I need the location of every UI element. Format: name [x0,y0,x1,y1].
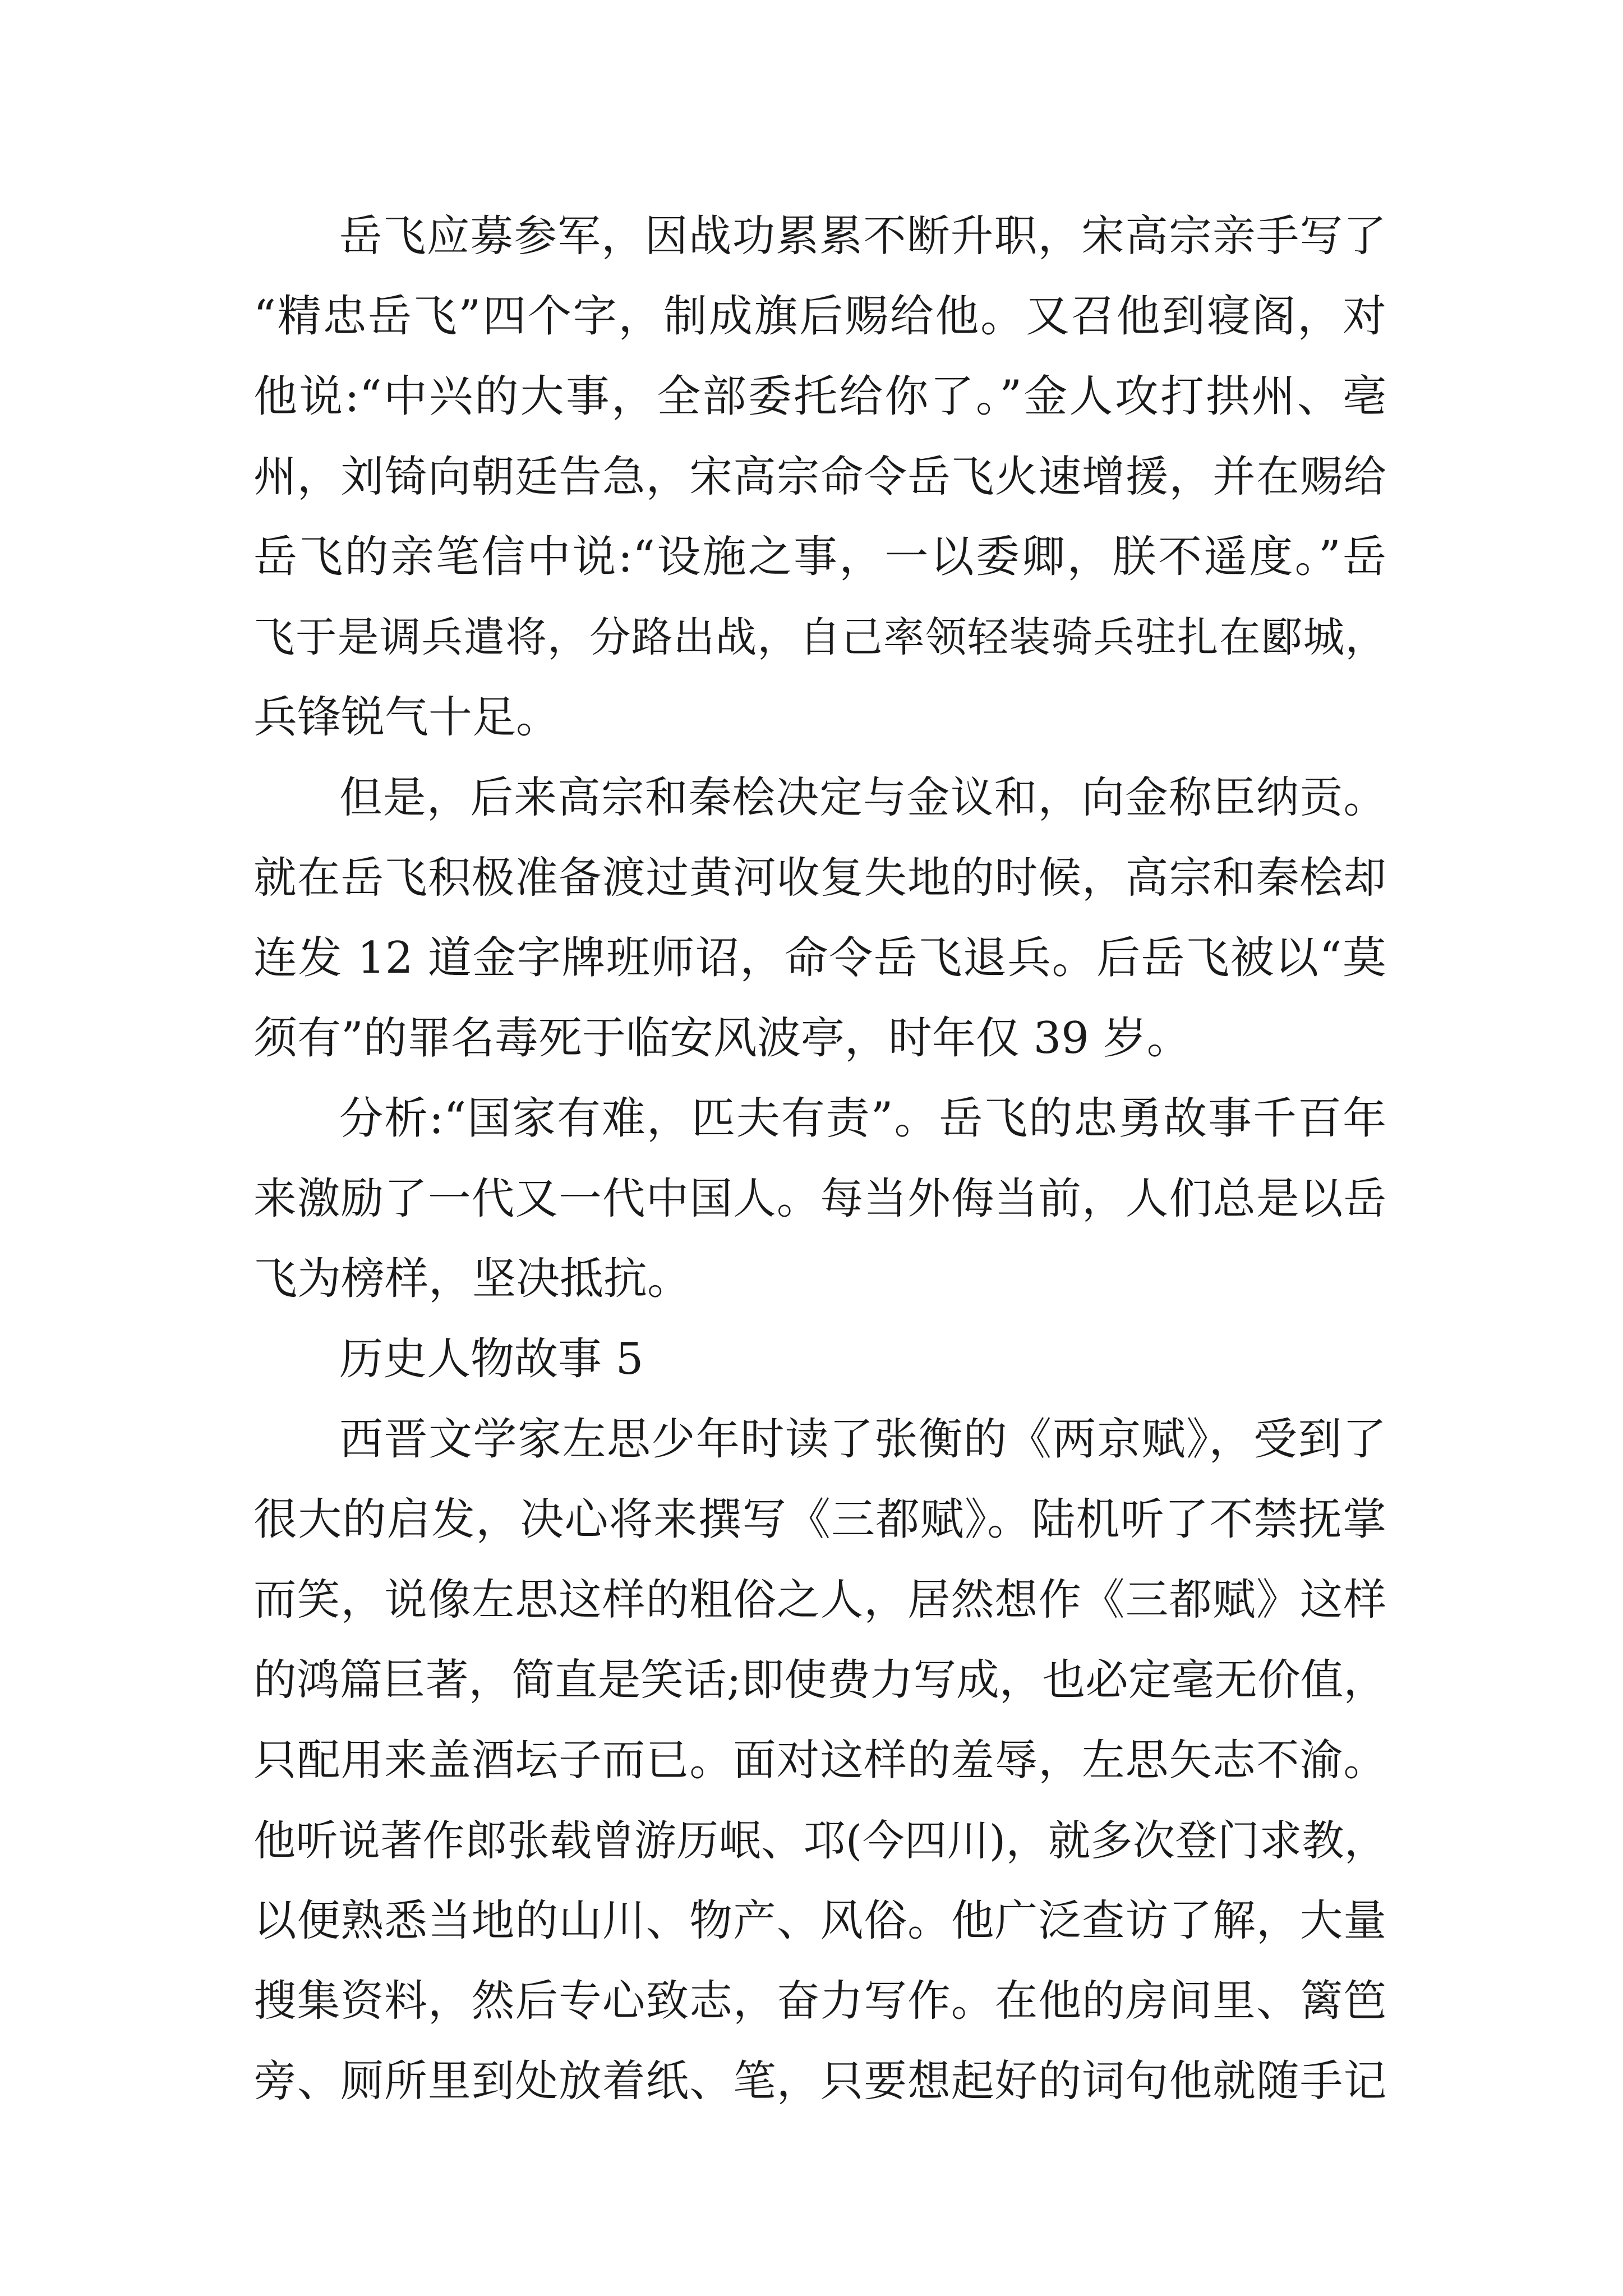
body-line: 岳飞应募参军，因战功累累不断升职，宋高宗亲手写了 [339,211,1386,261]
body-line: 就在岳飞积极准备渡过黄河收复失地的时候，高宗和秦桧却 [253,853,1386,903]
document-body [253,196,1386,2122]
section-heading [253,1319,1386,1400]
body-line: 岳飞的亲笔信中说:“设施之事，一以委卿，朕不遥度。”岳 [253,532,1386,582]
body-line: 州，刘锜向朝廷告急，宋高宗命令岳飞火速增援，并在赐给 [253,452,1386,502]
body-line: 搜集资料，然后专心致志，奋力写作。在他的房间里、篱笆 [253,1976,1386,2026]
paragraph-analysis [253,1079,1386,1319]
story-heading: 历史人物故事 5 [339,1334,644,1384]
body-line: 他说:“中兴的大事，全部委托给你了。”金人攻打拱州、亳 [253,371,1386,422]
paragraph-yue-fei-appointment [253,196,1386,758]
body-line: 来激励了一代又一代中国人。每当外侮当前，人们总是以岳 [253,1174,1386,1224]
body-line: 飞为榜样，坚决抵抗。 [253,1254,691,1304]
body-line: 旁、厕所里到处放着纸、笔，只要想起好的词句他就随手记 [253,2056,1386,2106]
body-line: 的鸿篇巨著，简直是笑话;即使费力写成，也必定毫无价值， [253,1655,1386,1705]
body-line: 分析:“国家有难，匹夫有责”。岳飞的忠勇故事千百年 [339,1093,1386,1144]
body-line: 以便熟悉当地的山川、物产、风俗。他广泛查访了解，大量 [253,1896,1386,1946]
body-line: 西晋文学家左思少年时读了张衡的《两京赋》，受到了 [339,1414,1386,1465]
body-line: 只配用来盖酒坛子而已。面对这样的羞辱，左思矢志不渝。 [253,1736,1386,1786]
body-line: 但是，后来高宗和秦桧决定与金议和，向金称臣纳贡。 [339,773,1386,823]
body-line: 兵锋锐气十足。 [253,692,560,743]
body-line: 连发 12 道金字牌班师诏，命令岳飞退兵。后岳飞被以“莫 [253,933,1386,983]
paragraph-zuo-si [253,1400,1386,2122]
body-line: 很大的启发，决心将来撰写《三都赋》。陆机听了不禁抚掌 [253,1494,1386,1545]
body-line: 他听说著作郎张载曾游历岷、邛(今四川)，就多次登门求教， [253,1816,1386,1865]
body-line: 须有”的罪名毒死于临安风波亭，时年仅 39 岁。 [253,1013,1191,1064]
body-line: 而笑，说像左思这样的粗俗之人，居然想作《三都赋》这样 [253,1575,1386,1625]
paragraph-yue-fei-death [253,758,1386,1079]
body-line: “精忠岳飞”四个字，制成旗后赐给他。又召他到寝阁，对 [253,291,1386,342]
body-line: 飞于是调兵遣将，分路出战，自己率领轻装骑兵驻扎在郾城， [253,614,1386,661]
